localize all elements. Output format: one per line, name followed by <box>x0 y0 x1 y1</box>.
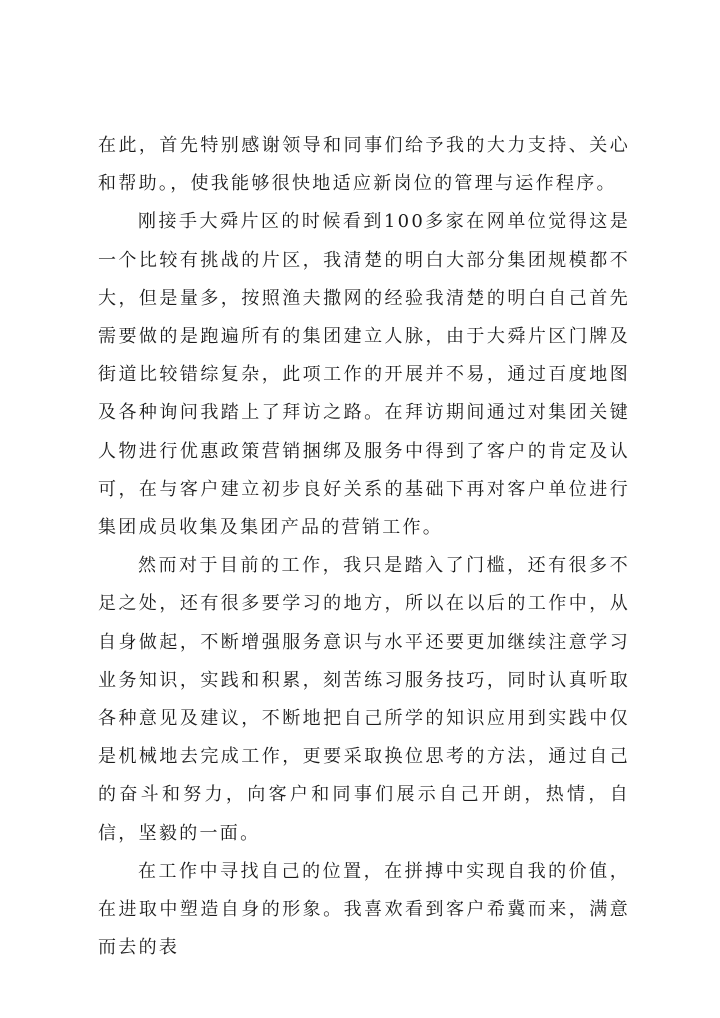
paragraph-self-value: 在工作中寻找自己的位置，在拼搏中实现自我的价值，在进取中塑造自身的形象。我喜欢看到客户希冀而来，满意而去的表 <box>98 860 630 959</box>
paragraph-thanks: 在此，首先特别感谢领导和同事们给予我的大力支持、关心和帮助。，使我能够很快地适应新岗位的管理与运作程序。 <box>98 135 630 195</box>
document-body <box>98 127 630 967</box>
paragraph-district-work: 刚接手大舜片区的时候看到100多家在网单位觉得这是一个比较有挑战的片区，我清楚的明白大部分集团规模都不大，但是量多，按照渔夫撒网的经验我清楚的明白自己首先需要做的是跑遍所有的集团建立人脉，由于大舜片区门牌及街道比较错综复杂，此项工作的开展并不易，通过百度地图及各种询问我踏上了拜访之路。在拜访期间通过对集团关键人物进行优惠政策营销捆绑及服务中得到了客户的肯定及认可，在与客户建立初步良好关系的基础下再对客户单位进行集团成员收集及集团产品的营销工作。 <box>98 211 630 539</box>
paragraph-shortcomings: 然而对于目前的工作，我只是踏入了门槛，还有很多不足之处，还有很多要学习的地方，所以在以后的工作中，从自身做起，不断增强服务意识与水平还要更加继续注意学习业务知识，实践和积累，刻苦练习服务技巧，同时认真听取各种意见及建议，不断地把自己所学的知识应用到实践中仅是机械地去完成工作，更要采取换位思考的方法，通过自己的奋斗和努力，向客户和同事们展示自己开朗，热情，自信，坚毅的一面。 <box>98 555 630 844</box>
